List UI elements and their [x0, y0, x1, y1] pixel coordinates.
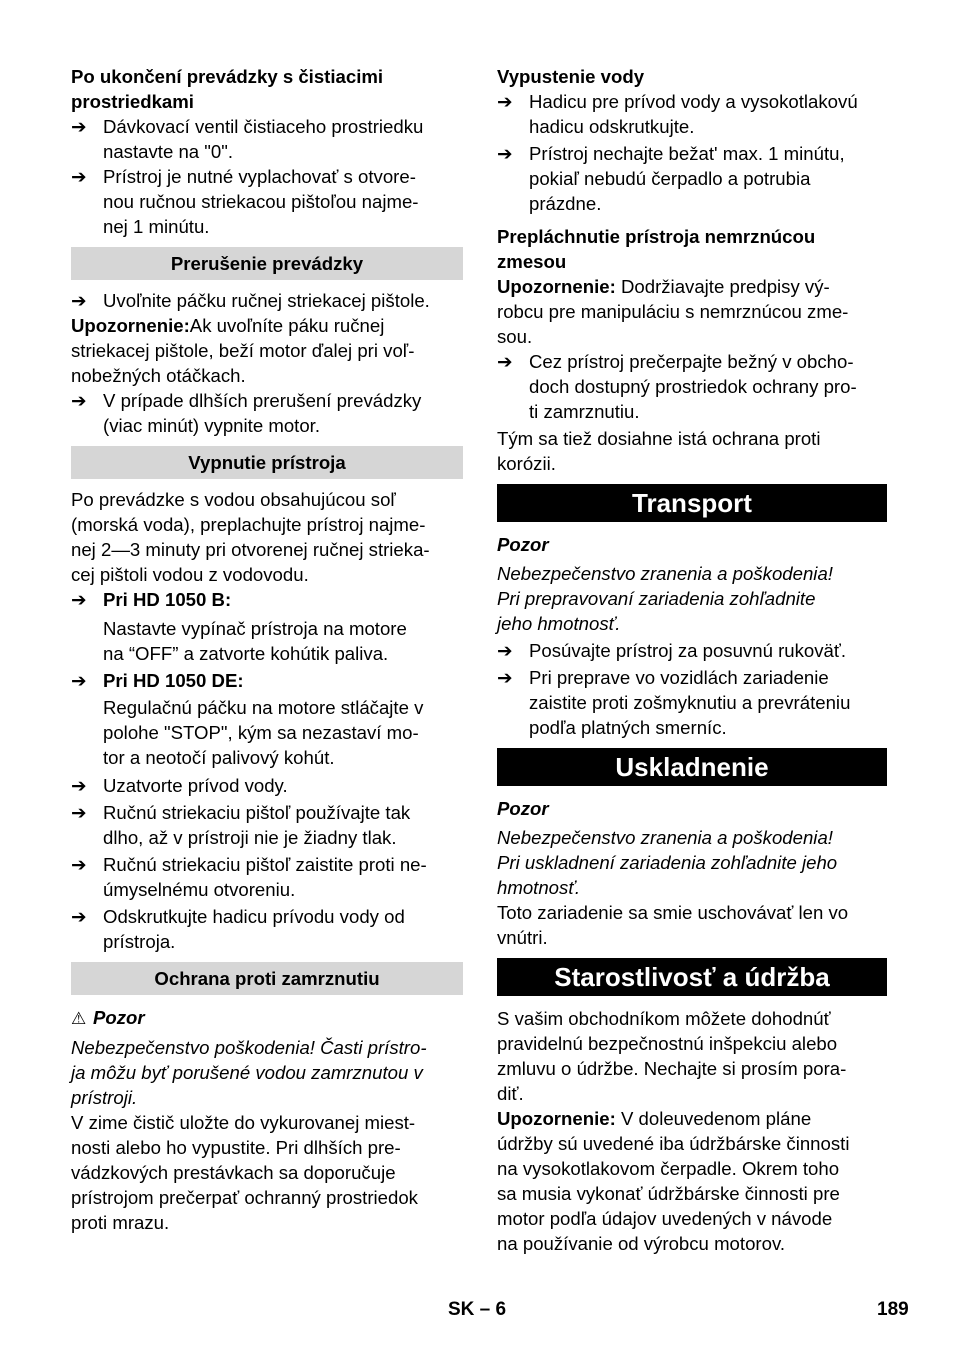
left-column — [71, 64, 463, 1235]
section-heading: Ochrana proti zamrznutiu — [71, 962, 463, 995]
list-item: ➔ Uzatvorte prívod vody. — [71, 775, 288, 796]
list-item: ➔ Pri HD 1050 B: — [71, 589, 232, 610]
section-title: Vypustenie vody — [497, 66, 645, 87]
arrow-right-icon: ➔ — [497, 351, 513, 372]
list-item: ➔ Pri HD 1050 DE: — [71, 670, 244, 691]
chapter-heading: Uskladnenie — [497, 748, 887, 786]
warning-triangle-icon: ⚠ — [71, 1009, 87, 1028]
list-item: ➔ Ručnú striekaciu pištoľ používajte tak dlho, až v prístroji nie je žiadny tlak. — [71, 802, 411, 848]
paragraph: Nastavte vypínač prístroja na motore na “OFF” a zatvorte kohútik paliva. — [103, 618, 407, 664]
arrow-right-icon: ➔ — [71, 290, 87, 311]
footer-language-page: SK – 6 — [448, 1299, 507, 1320]
section-title: Po ukončení prevádzky s čistiacimi prostriedkami — [71, 66, 384, 112]
arrow-right-icon: ➔ — [71, 670, 87, 691]
list-item: ➔ Cez prístroj prečerpajte bežný v obcho- doch dostupný prostriedok ochrany pro- ti zamrznutiu. — [497, 351, 857, 422]
list-item: ➔ Prístroj je nutné vyplachovať s otvore- nou ručnou striekacou pištoľou najme- nej 1 minútu. — [71, 166, 419, 237]
arrow-right-icon: ➔ — [71, 802, 87, 823]
paragraph: S vašim obchodníkom môžete dohodnúť pravidelnú bezpečnostnú inšpekciu alebo zmluvu o údržbe. Nechajte si prosím pora- diť. — [497, 1008, 847, 1104]
arrow-right-icon: ➔ — [497, 640, 513, 661]
arrow-right-icon: ➔ — [71, 906, 87, 927]
list-item: ➔ Posúvajte prístroj za posuvnú rukoväť. — [497, 640, 847, 661]
warning-label: ⚠ Pozor — [71, 1005, 463, 1031]
list-item: ➔ Pri preprave vo vozidlách zariadenie zaistite proti zošmyknutiu a prevráteniu podľa platných smerníc. — [497, 667, 851, 738]
arrow-right-icon: ➔ — [497, 91, 513, 112]
list-item: ➔ V prípade dlhších prerušení prevádzky (viac minút) vypnite motor. — [71, 390, 422, 436]
note: Upozornenie: V doleuvedenom pláne údržby sú uvedené iba údržbárske činnosti na vysokotlakovom čerpadle. Okrem toho sa musia vykonať údržbárske činnosti pre motor podľa údajov uvedených v návode na používanie od výrobcu motorov. — [497, 1108, 850, 1254]
arrow-right-icon: ➔ — [71, 390, 87, 411]
list-item: ➔ Odskrutkujte hadicu prívodu vody od prístroja. — [71, 906, 405, 952]
warning-text: Nebezpečenstvo zranenia a poškodenia! Pri prepravovaní zariadenia zohľadnite jeho hmotnosť. — [497, 563, 833, 634]
footer-page-number: 189 — [877, 1299, 909, 1320]
warning-text: Nebezpečenstvo poškodenia! Časti prístro- ja môžu byť porušené vodou zamrznutou v prístroji. — [71, 1037, 427, 1108]
warning-label: Pozor — [497, 798, 549, 819]
right-column — [497, 64, 887, 1256]
arrow-right-icon: ➔ — [71, 589, 87, 610]
paragraph: Po prevádzke s vodou obsahujúcou soľ (morská voda), preplachujte prístroj najme- nej 2—3 minuty pri otvorenej ručnej strieka- cej pištoli vodou z vodovodu. — [71, 489, 430, 585]
paragraph: Toto zariadenie sa smie uschovávať len vo vnútri. — [497, 902, 849, 948]
paragraph: Tým sa tiež dosiahne istá ochrana proti korózii. — [497, 428, 821, 474]
warning-label: Pozor — [497, 534, 549, 555]
arrow-right-icon: ➔ — [71, 854, 87, 875]
paragraph: Regulačnú páčku na motore stláčajte v polohe "STOP", kým sa nezastaví mo- tor a neotočí palivový kohút. — [103, 697, 424, 768]
arrow-right-icon: ➔ — [71, 166, 87, 187]
warning-text: Nebezpečenstvo zranenia a poškodenia! Pri uskladnení zariadenia zohľadnite jeho hmotnosť. — [497, 827, 838, 898]
list-item: ➔ Dávkovací ventil čistiaceho prostriedku nastavte na "0". — [71, 116, 424, 162]
list-item: ➔ Prístroj nechajte bežat' max. 1 minútu, pokiaľ nebudú čerpadlo a potrubia prázdne. — [497, 143, 845, 214]
list-item: ➔ Hadicu pre prívod vody a vysokotlakovú hadicu odskrutkujte. — [497, 91, 858, 137]
chapter-heading: Transport — [497, 484, 887, 522]
chapter-heading: Starostlivosť a údržba — [497, 958, 887, 996]
arrow-right-icon: ➔ — [71, 775, 87, 796]
section-title: Prepláchnutie prístroja nemrznúcou zmesou — [497, 226, 816, 272]
arrow-right-icon: ➔ — [71, 116, 87, 137]
list-item: ➔ Ručnú striekaciu pištoľ zaistite proti ne- úmyselnému otvoreniu. — [71, 854, 427, 900]
section-heading: Vypnutie prístroja — [71, 446, 463, 479]
paragraph: V zime čistič uložte do vykurovanej miest- nosti alebo ho vypustite. Pri dlhších pre- vádzkových prestávkach sa doporučuje prístrojom prečerpať ochranný prostriedok proti mrazu. — [71, 1112, 418, 1233]
section-heading: Prerušenie prevádzky — [71, 247, 463, 280]
list-item: ➔ Uvoľnite páčku ručnej striekacej pištole. — [71, 290, 430, 311]
arrow-right-icon: ➔ — [497, 143, 513, 164]
note: Upozornenie:Ak uvoľníte páku ručnej striekacej pištole, beží motor ďalej pri voľ- nobežných otáčkach. — [71, 315, 415, 386]
arrow-right-icon: ➔ — [497, 667, 513, 688]
note: Upozornenie: Dodržiavajte predpisy vý- robcu pre manipuláciu s nemrznúcou zme- sou. — [497, 276, 849, 347]
